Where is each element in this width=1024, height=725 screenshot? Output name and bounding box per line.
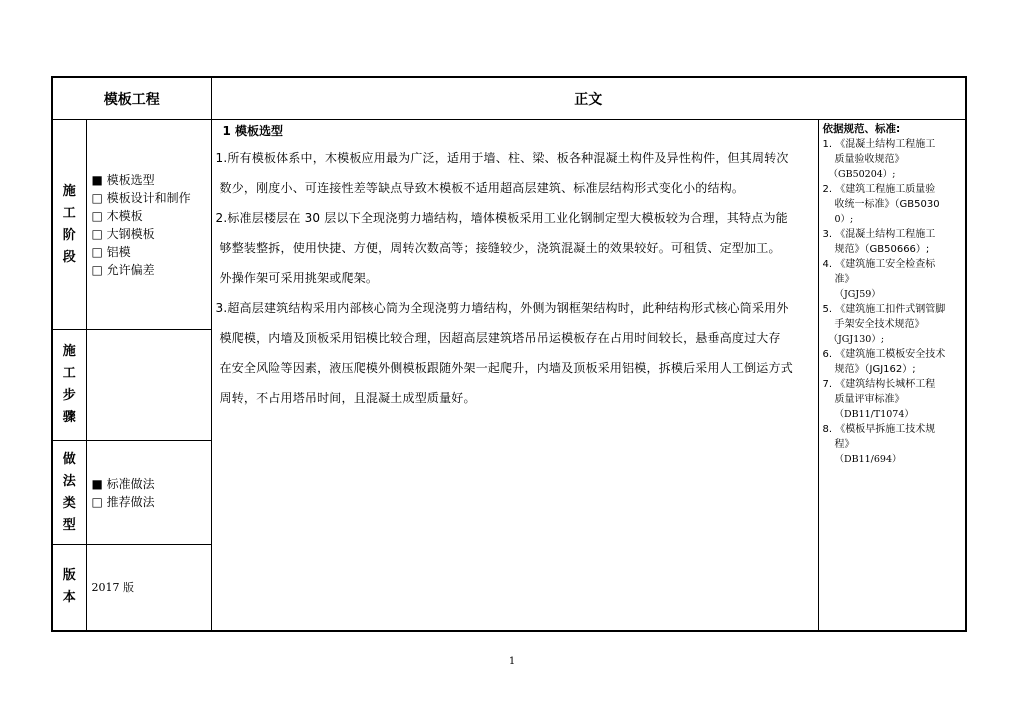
reference-line: 3. 《混凝土结构工程施工 [822, 229, 936, 240]
version-value: 2017 版 [91, 581, 134, 595]
reference-line: 5. 《建筑施工扣件式钢管脚 [822, 304, 946, 315]
steps-label-char: 骤 [62, 410, 76, 425]
reference-line: （DB11/T1074） [834, 409, 914, 420]
method-option: □ 推荐做法 [91, 494, 155, 509]
header-center-cell [211, 77, 966, 120]
body-line: 在安全风险等因素，液压爬模外侧模板跟随外架一起爬升，内墙及顶板采用铝模，拆模后采用人工倒运方式 [219, 361, 793, 375]
document-table [51, 76, 967, 632]
method-label-cell [52, 441, 86, 545]
reference-line: 2. 《建筑工程施工质量验 [822, 184, 936, 195]
reference-line: （DB11/694） [834, 454, 902, 465]
stage-label-char: 段 [62, 249, 76, 265]
stage-options-cell [86, 120, 211, 330]
method-label-char: 型 [62, 517, 76, 533]
body-line: 外操作架可采用挑架或爬架。 [219, 271, 379, 285]
body-line: 2.标准层楼层在 30 层以下全现浇剪力墙结构，墙体模板采用工业化钢制定型大模板较为合理，其特点为能 [215, 211, 788, 225]
body-text [216, 143, 816, 413]
reference-line: 规范》（GB50666）; [834, 244, 930, 255]
stage-option: □ 大钢模板 [91, 226, 155, 241]
header-center-title: 正文 [574, 91, 603, 108]
stage-label-char: 阶 [62, 227, 76, 243]
stage-option: ■ 模板选型 [91, 172, 155, 187]
stage-option: □ 木模板 [91, 208, 143, 223]
references-cell [818, 120, 966, 631]
reference-line: 6. 《建筑施工模板安全技术 [822, 349, 946, 360]
steps-label-char: 步 [62, 388, 76, 403]
reference-line: 规范》（JGJ162）; [834, 364, 916, 375]
version-value-cell [86, 545, 211, 631]
page-number: 1 [508, 656, 516, 667]
stage-label-char: 施 [62, 183, 76, 199]
method-options-cell [86, 441, 211, 545]
reference-line: 准》 [834, 274, 855, 285]
method-label-char: 做 [62, 451, 76, 467]
reference-line: （JGJ130）; [828, 334, 885, 345]
body-title: 1 模板选型 [222, 124, 284, 138]
reference-line: 收统一标准》（GB5030 [834, 199, 940, 210]
references-title: 依据规范、标准: [822, 123, 901, 135]
stage-option: □ 铝模 [91, 244, 131, 259]
body-cell [211, 120, 818, 631]
body-line: 周转，不占用塔吊时间，且混凝土成型质量好。 [219, 391, 476, 405]
reference-line: 程》 [834, 439, 855, 450]
reference-line: 质量评审标准》 [834, 394, 905, 405]
reference-line: 质量验收规范》 [834, 154, 905, 165]
steps-label-cell [52, 330, 86, 441]
body-line: 3.超高层建筑结构采用内部核心筒为全现浇剪力墙结构，外侧为钢框架结构时，此种结构形式核心筒采用外 [215, 301, 789, 315]
steps-content-cell [86, 330, 211, 441]
stage-label-cell [52, 120, 86, 330]
reference-line: 8. 《模板早拆施工技术规 [822, 424, 936, 435]
stage-option: □ 允许偏差 [91, 262, 155, 277]
reference-line: 7. 《建筑结构长城杯工程 [822, 379, 936, 390]
method-label-char: 法 [62, 473, 76, 489]
steps-label-char: 工 [62, 366, 76, 381]
version-label-cell [52, 545, 86, 631]
stage-label-char: 工 [62, 205, 76, 221]
version-label-char: 本 [62, 590, 76, 606]
version-label-char: 版 [62, 568, 76, 584]
header-left-title: 模板工程 [103, 91, 160, 108]
method-option: ■ 标准做法 [91, 476, 155, 491]
header-left-cell [52, 77, 211, 120]
reference-line: （GB50204）; [828, 169, 896, 180]
body-line: 1.所有模板体系中，木模板应用最为广泛，适用于墙、柱、梁、板各种混凝土构件及异性构件，但其周转次 [215, 151, 789, 165]
steps-label-char: 施 [62, 344, 76, 359]
reference-line: 0）; [834, 214, 854, 225]
stage-option: □ 模板设计和制作 [91, 190, 191, 205]
reference-line: （JGJ59） [834, 289, 881, 300]
body-line: 够整装整拆，使用快捷、方便，周转次数高等；接缝较少，浇筑混凝土的效果较好。可租赁、定型加工。 [219, 241, 781, 255]
reference-line: 4. 《建筑施工安全检查标 [822, 259, 936, 270]
body-line: 模爬模，内墙及顶板采用铝模比较合理，因超高层建筑塔吊吊运模板存在占用时间较长，悬垂高度过大存 [219, 331, 781, 345]
reference-line: 1. 《混凝土结构工程施工 [822, 139, 936, 150]
body-line: 数少，刚度小、可连接性差等缺点导致木模板不适用超高层建筑、标准层结构形式变化小的结构。 [219, 181, 745, 195]
method-label-char: 类 [62, 495, 76, 511]
reference-line: 手架安全技术规范》 [834, 319, 925, 330]
